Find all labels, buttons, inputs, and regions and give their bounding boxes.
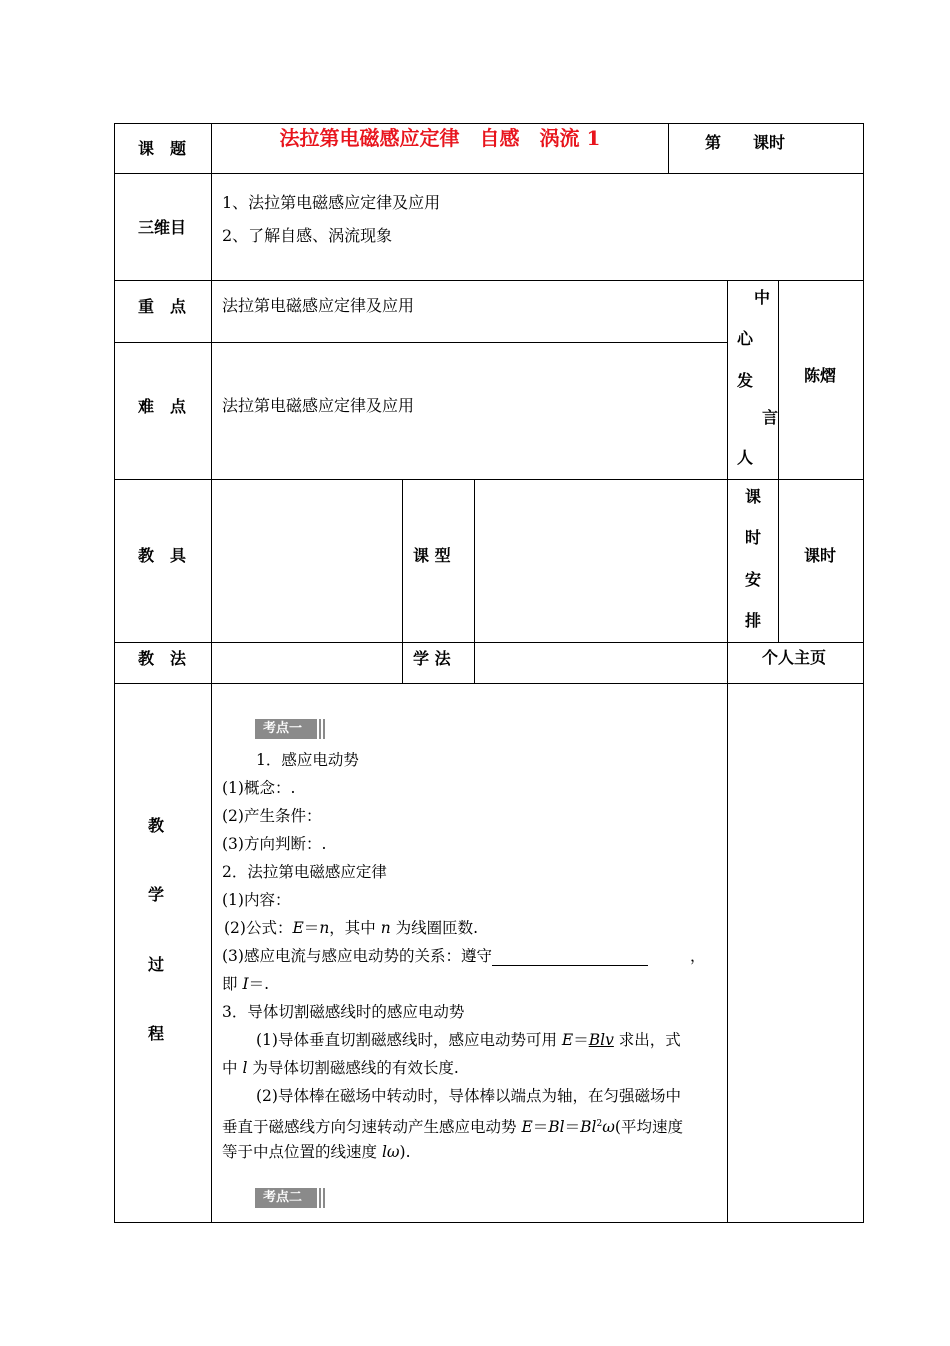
label-goals: 三维目 — [138, 218, 187, 237]
content-line: (2)导体棒在磁场中转动时，导体棒以端点为轴，在匀强磁场中 — [256, 1087, 681, 1105]
text-run: ＝ — [564, 1118, 581, 1137]
grid-line — [114, 642, 864, 643]
text-run: 即 — [222, 975, 243, 993]
text-run: Bl — [580, 1118, 597, 1137]
grid-line — [114, 280, 864, 281]
grid-line — [211, 123, 212, 1223]
grid-line — [778, 280, 779, 642]
text-run: Blv — [588, 1031, 614, 1049]
grid-line — [727, 280, 728, 1223]
label-method: 教 法 — [138, 649, 187, 668]
text-run: (1)导体垂直切割磁感线时，感应电动势可用 — [256, 1031, 562, 1049]
grid-line — [474, 479, 475, 683]
label-topic: 课 题 — [138, 139, 187, 158]
tag-stripes-icon — [315, 1188, 327, 1208]
text-run: ＝ — [532, 1118, 549, 1137]
text-run: ，其中 — [329, 919, 381, 937]
speaker-label-char: 心 — [736, 329, 753, 348]
text-run: ＝ — [303, 919, 320, 937]
section-tag — [255, 1188, 327, 1208]
blank-underline — [492, 951, 648, 966]
period-label: 第 课时 — [705, 133, 786, 152]
process-label-char: 学 — [147, 885, 164, 904]
text-run: ＝ — [573, 1031, 589, 1049]
content-line — [224, 918, 478, 938]
text-run: 垂直于磁感线方向匀速转动产生感应电动势 — [222, 1118, 522, 1137]
schedule-label-char: 排 — [744, 611, 761, 630]
text-run: n — [319, 919, 330, 937]
content-line: (1)内容： — [222, 891, 291, 909]
speaker-label-char: 言 — [761, 408, 778, 427]
grid-line — [402, 479, 403, 683]
content-line: (3)方向判断：. — [222, 835, 327, 853]
section-tag — [255, 719, 327, 739]
content-line: ， — [690, 947, 706, 965]
tag-stripes-icon — [315, 719, 327, 739]
content-line — [222, 946, 648, 966]
grid-line — [114, 123, 864, 124]
difficulty-text: 法拉第电磁感应定律及应用 — [222, 396, 415, 415]
text-run: (3)感应电流与感应电动势的关系：遵守 — [222, 947, 492, 965]
text-run: ＝. — [248, 975, 269, 993]
content-line — [222, 1114, 683, 1137]
schedule-label-char: 时 — [744, 528, 761, 547]
content-line: 1．感应电动势 — [256, 751, 359, 769]
grid-line — [114, 342, 727, 343]
text-run: l — [242, 1059, 248, 1077]
section-tag-label: 考点一 — [263, 721, 303, 736]
text-run: 为导体切割磁感线的有效长度. — [247, 1059, 459, 1077]
label-study-method: 学 法 — [413, 649, 451, 668]
text-run: E — [561, 1031, 574, 1049]
content-line: 2．法拉第电磁感应定律 — [222, 863, 387, 881]
grid-line — [114, 123, 115, 1223]
text-run: 等于中点位置的线速度 — [222, 1143, 382, 1161]
text-run: (平均速度 — [614, 1118, 683, 1137]
content-line — [222, 1058, 459, 1078]
process-label-char: 过 — [147, 955, 164, 974]
content-line — [222, 974, 269, 994]
grid-line — [668, 123, 669, 173]
text-run: E — [292, 919, 304, 937]
section-tag-label: 考点二 — [263, 1190, 303, 1205]
text-run: E — [521, 1118, 533, 1137]
speaker-label-char: 人 — [736, 448, 753, 467]
goal-item: 2、了解自感、涡流现象 — [222, 226, 393, 245]
content-line — [222, 1142, 411, 1162]
schedule-label-char: 安 — [744, 570, 761, 589]
text-run: 求出，式 — [613, 1031, 681, 1049]
content-line — [256, 1030, 681, 1050]
text-run: 为线圈匝数. — [390, 919, 479, 937]
text-run: Bl — [548, 1118, 565, 1137]
page-title: 法拉第电磁感应定律 自感 涡流 1 — [279, 126, 601, 150]
grid-line — [114, 479, 864, 480]
label-key-point: 重 点 — [138, 297, 187, 316]
process-label-char: 程 — [147, 1024, 164, 1043]
text-run: (2)公式： — [224, 919, 293, 937]
content-line: (1)概念：. — [222, 779, 296, 797]
homepage-label: 个人主页 — [762, 648, 827, 667]
schedule-label-char: 课 — [744, 487, 761, 506]
key-point-text: 法拉第电磁感应定律及应用 — [222, 296, 415, 315]
text-run: ω — [386, 1143, 400, 1161]
content-line: (2)产生条件： — [222, 807, 322, 825]
grid-line — [114, 683, 864, 684]
text-run: l — [381, 1143, 387, 1161]
process-label-char: 教 — [147, 816, 164, 835]
text-run: I — [242, 975, 249, 993]
label-difficulty: 难 点 — [138, 397, 187, 416]
schedule-value: 课时 — [804, 546, 837, 565]
label-lesson-type: 课 型 — [413, 546, 451, 565]
text-run: 2 — [596, 1119, 603, 1129]
text-run: n — [380, 919, 391, 937]
speaker-name: 陈熠 — [804, 366, 837, 385]
grid-line — [863, 123, 864, 1223]
speaker-label-char: 中 — [753, 288, 770, 307]
text-run: ω — [602, 1118, 615, 1137]
text-run: ). — [399, 1143, 411, 1161]
label-tools: 教 具 — [138, 546, 187, 565]
grid-line — [114, 173, 864, 174]
speaker-label-char: 发 — [736, 371, 753, 390]
content-line: 3．导体切割磁感线时的感应电动势 — [222, 1003, 465, 1021]
text-run: 中 — [222, 1059, 243, 1077]
goal-item: 1、法拉第电磁感应定律及应用 — [222, 193, 441, 212]
grid-line — [114, 1222, 864, 1223]
